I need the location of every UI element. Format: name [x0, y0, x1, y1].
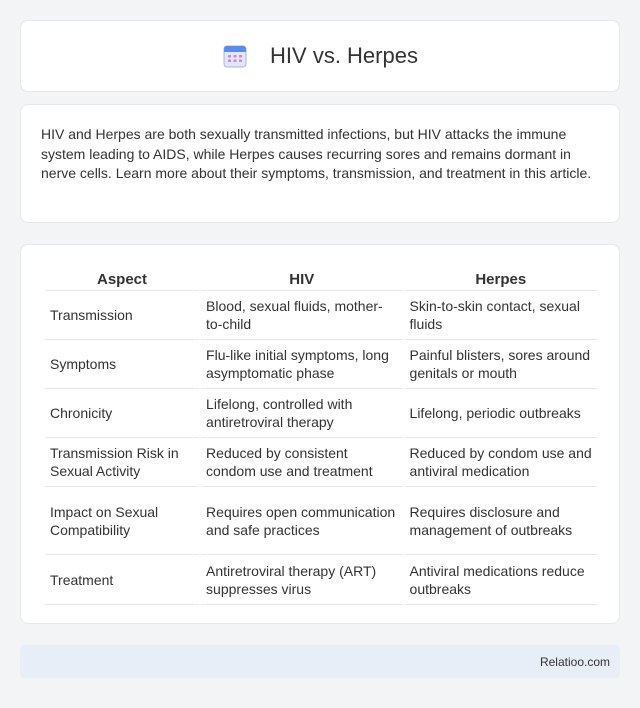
comparison-table [43, 265, 599, 605]
calendar-icon [222, 43, 248, 69]
table-row [45, 555, 597, 605]
footer-site-link[interactable]: Relatioo.com [539, 654, 610, 669]
cell-herpes: Painful blisters, sores around genitals or mouth [405, 340, 597, 389]
cell-herpes: Skin-to-skin contact, sexual fluids [405, 291, 597, 340]
cell-aspect: Impact on Sexual Compatibility [45, 487, 199, 555]
cell-aspect: Treatment [45, 555, 199, 605]
table-row [45, 438, 597, 487]
header-herpes: Herpes [405, 265, 597, 291]
cell-herpes: Requires disclosure and management of outbreaks [405, 487, 597, 555]
intro-text: HIV and Herpes are both sexually transmitted infections, but HIV attacks the immune system leading to AIDS, while Herpes causes recurring sores and remains dormant in nerve cells. Learn more about their symptoms, transmission, and treatment in this article. [41, 126, 592, 181]
intro-card [20, 104, 620, 223]
cell-herpes: Lifelong, periodic outbreaks [405, 389, 597, 438]
cell-hiv: Requires open communication and safe practices [201, 487, 402, 555]
header-hiv: HIV [201, 265, 402, 291]
comparison-card [20, 244, 620, 624]
page-title: HIV vs. Herpes [270, 43, 418, 68]
cell-herpes: Antiviral medications reduce outbreaks [405, 555, 597, 605]
cell-hiv: Lifelong, controlled with antiretroviral therapy [201, 389, 402, 438]
cell-aspect: Transmission [45, 291, 199, 340]
footer-bar [20, 645, 620, 678]
header-aspect: Aspect [45, 265, 199, 291]
cell-hiv: Blood, sexual fluids, mother-to-child [201, 291, 402, 340]
header-card [20, 20, 620, 92]
table-header-row [45, 265, 597, 291]
table-row [45, 389, 597, 438]
table-row [45, 291, 597, 340]
table-row [45, 340, 597, 389]
cell-aspect: Symptoms [45, 340, 199, 389]
table-row [45, 487, 597, 555]
cell-aspect: Transmission Risk in Sexual Activity [45, 438, 199, 487]
cell-herpes: Reduced by condom use and antiviral medication [405, 438, 597, 487]
cell-hiv: Reduced by consistent condom use and treatment [201, 438, 402, 487]
cell-aspect: Chronicity [45, 389, 199, 438]
cell-hiv: Antiretroviral therapy (ART) suppresses virus [201, 555, 402, 605]
cell-hiv: Flu-like initial symptoms, long asymptomatic phase [201, 340, 402, 389]
